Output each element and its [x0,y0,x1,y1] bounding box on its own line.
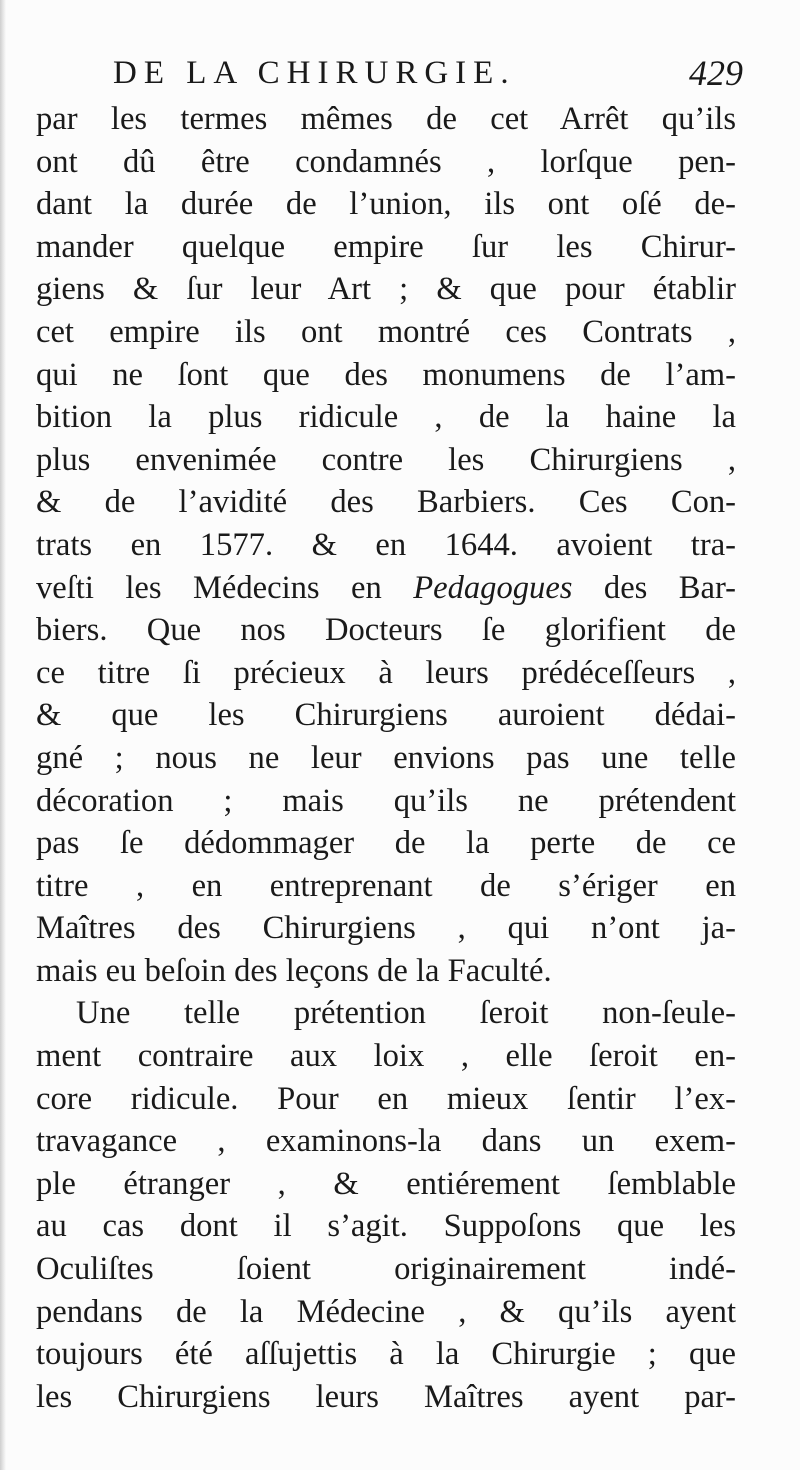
text-line: dant la durée de l’union, ils ont oſé de- [36,186,736,223]
text-line: mander quelque empire ſur les Chirur- [36,228,736,265]
running-title: DE LA CHIRURGIE. [113,55,516,91]
text-line: ple étranger , & entiérement ſemblable [36,1165,736,1202]
text-line: par les termes mêmes de cet Arrêt qu’ils [36,101,736,137]
text-line: trats en 1577. & en 1644. avoient tra- [36,526,736,563]
page-number: 429 [689,53,743,93]
text-line: gné ; nous ne leur envions pas une telle [36,739,736,776]
text-line: bition la plus ridicule , de la haine la [36,399,736,436]
text-line: ment contraire aux loix , elle ſeroit en- [36,1038,736,1075]
text-line: core ridicule. Pour en mieux ſentir l’ex- [36,1080,736,1117]
paragraph-end-line: mais eu beſoin des leçons de la Faculté. [36,952,552,989]
italic-word: Pedagogues [413,569,573,606]
text-line: travagance , examinons-la dans un exem- [36,1123,736,1160]
page-edge-shadow [0,0,6,1470]
text-line: qui ne ſont que des monumens de l’am- [36,356,736,393]
text-line: les Chirurgiens leurs Maîtres ayent par- [36,1378,736,1415]
text-line: & que les Chirurgiens auroient dédai- [36,697,736,734]
text-line: biers. Que nos Docteurs ſe glorifient de [36,612,736,649]
text-line: Oculiſtes ſoient originairement indé- [36,1251,736,1288]
text-line: Maîtres des Chirurgiens , qui n’ont ja- [36,910,736,947]
text-line: titre , en entreprenant de s’ériger en [36,867,736,904]
text-line: pendans de la Médecine , & qu’ils ayent [36,1293,736,1330]
paragraph-start-line: Une telle prétention ſeroit non-ſeule- [76,995,736,1032]
text-line: toujours été aſſujettis à la Chirurgie ; que [36,1336,736,1373]
text-fragment: veſti les Médecins en [36,569,414,606]
body-text [36,98,736,1418]
text-line-with-italic [36,567,736,610]
text-line: pas ſe dédommager de la perte de ce [36,825,736,862]
running-head [113,50,743,96]
text-line: giens & ſur leur Art ; & que pour établir [36,271,736,308]
text-line: & de l’avidité des Barbiers. Ces Con- [36,484,736,521]
text-line: au cas dont il s’agit. Suppoſons que les [36,1208,736,1245]
text-line: ce titre ſi précieux à leurs prédéceſſeurs , [36,654,736,691]
text-line: cet empire ils ont montré ces Contrats , [36,313,736,350]
text-fragment: des Bar- [572,569,736,606]
text-line: ont dû être condamnés , lorſque pen- [36,143,736,180]
text-line: décoration ; mais qu’ils ne prétendent [36,782,736,819]
text-line: plus envenimée contre les Chirurgiens , [36,441,736,478]
